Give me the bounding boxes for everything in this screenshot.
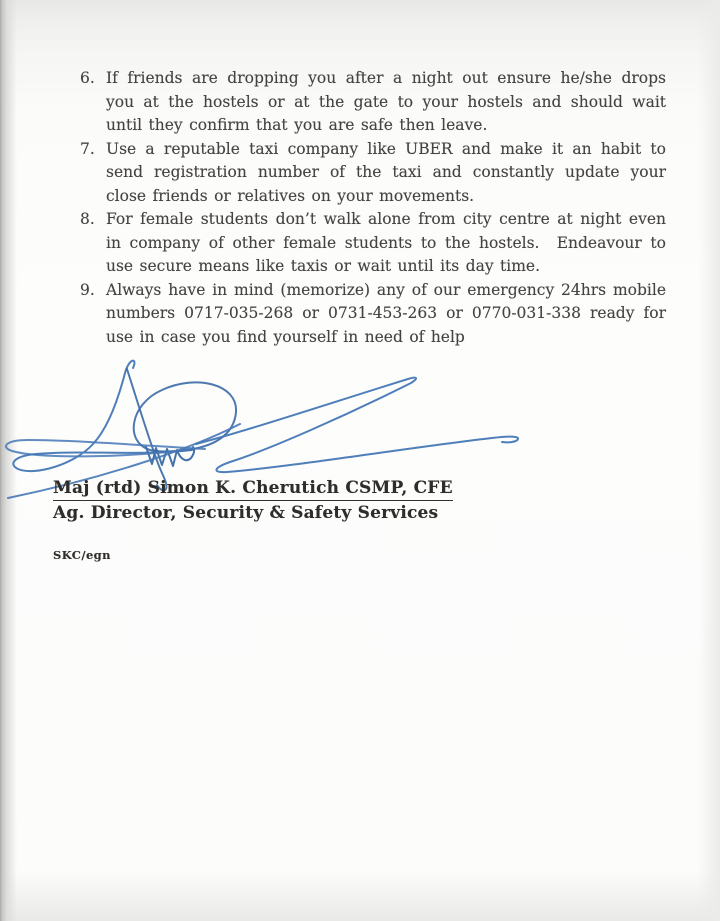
item-text: Always have in mind (memorize) any of our emergency 24hrs mobile numbers 0717-035-268 or 0731-453-263 or 0770-031-338 ready for use in case you find yourself in need of help [106,280,666,346]
signatory-name-text: Maj (rtd) Simon K. Cherutich CSMP, CFE [53,478,453,501]
item-number: 8. [80,210,95,228]
list-item-9 [80,279,666,350]
signature-stroke [6,440,205,456]
signatory-block [53,478,453,562]
signature-stroke [13,361,192,471]
signatory-title: Ag. Director, Security & Safety Services [53,503,439,523]
item-number: 9. [80,280,95,299]
signatory-name [53,478,453,501]
signature-stroke [196,378,518,473]
list-item-8 [80,208,666,279]
list-item-6 [80,67,666,138]
advice-list [80,67,666,349]
reference-initials: SKC/egn [53,548,111,562]
item-number: 7. [80,139,95,158]
signature-stroke [134,382,236,451]
signature-stroke [146,447,194,466]
item-number: 6. [80,69,95,87]
list-item-7 [80,138,666,209]
signature-stroke [127,369,166,490]
item-text: Use a reputable taxi company like UBER and make it an habit to send registration number of the taxi and constantly update your close friends or relatives on your movements. [106,139,666,205]
item-text: For female students don’t walk alone from city centre at night even in company of other female students to the hostels. Endeavour to use secure means like taxis or wait until its day time. [106,210,666,275]
item-text: If friends are dropping you after a night out ensure he/she drops you at the hostels or at the gate to your hostels and should wait until they confirm that you are safe then leave. [106,69,666,134]
